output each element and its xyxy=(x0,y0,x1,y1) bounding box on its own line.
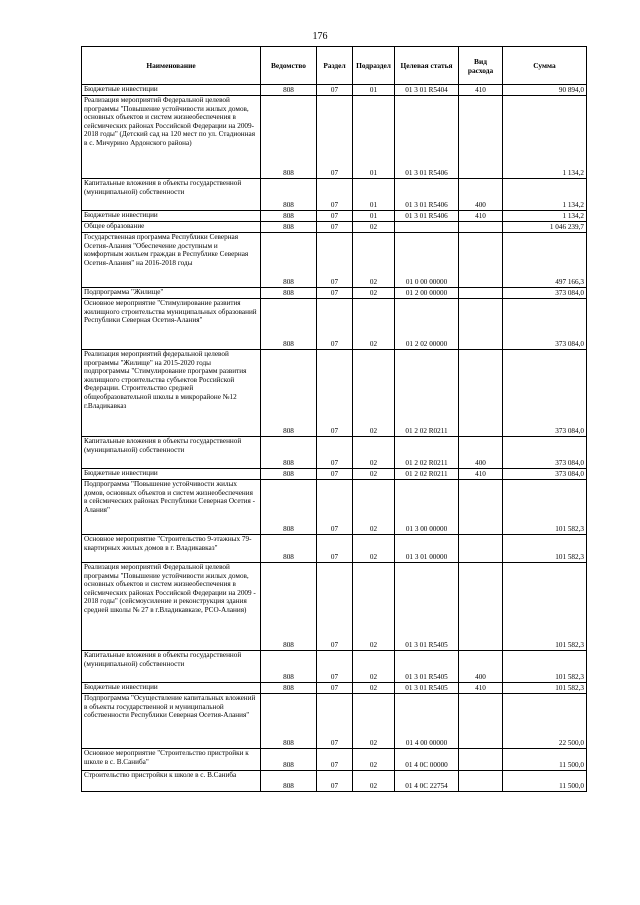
row-sum: 373 084,0 xyxy=(503,469,587,480)
row-department: 808 xyxy=(261,535,317,563)
row-name: Капитальные вложения в объекты государственной (муниципальной) собственности xyxy=(82,437,261,469)
table-row xyxy=(82,222,587,233)
table-row xyxy=(82,437,587,469)
row-section: 07 xyxy=(317,85,353,96)
row-department: 808 xyxy=(261,480,317,535)
row-expense-type: 410 xyxy=(459,469,503,480)
row-target-article: 01 2 00 00000 xyxy=(395,288,459,299)
row-section: 07 xyxy=(317,96,353,179)
row-subsection: 02 xyxy=(353,288,395,299)
row-expense-type xyxy=(459,563,503,651)
row-section: 07 xyxy=(317,350,353,437)
row-target-article: 01 3 00 00000 xyxy=(395,480,459,535)
row-subsection: 02 xyxy=(353,222,395,233)
row-department: 808 xyxy=(261,299,317,350)
row-subsection: 02 xyxy=(353,350,395,437)
row-section: 07 xyxy=(317,694,353,749)
row-expense-type: 400 xyxy=(459,651,503,683)
row-name: Государственная программа Республики Северная Осетия-Алания "Обеспечение доступным и комфортным жильем граждан в Республике Северная Осетия-Алания" на 2016-2018 годы xyxy=(82,233,261,288)
row-subsection: 01 xyxy=(353,211,395,222)
row-sum: 373 084,0 xyxy=(503,299,587,350)
row-department: 808 xyxy=(261,179,317,211)
row-sum: 101 582,3 xyxy=(503,683,587,694)
row-subsection: 02 xyxy=(353,563,395,651)
row-section: 07 xyxy=(317,535,353,563)
row-name: Подпрограмма "Повышение устойчивости жилых домов, основных объектов и систем жизнеобеспечения в сейсмических районах Республики Северная Осетия - Алания" xyxy=(82,480,261,535)
row-name: Реализация мероприятий Федеральной целевой программы "Повышение устойчивости жилых домов, основных объектов и систем жизнеобеспечения в сейсмических районах Российской Федерации на 2009 - 2018 годы" (сейсмоусиление и реконструкция здания средней школы № 27 в г.Владикавказе, РСО-Алания) xyxy=(82,563,261,651)
row-subsection: 02 xyxy=(353,683,395,694)
row-sum: 497 166,3 xyxy=(503,233,587,288)
row-subsection: 01 xyxy=(353,179,395,211)
table-row xyxy=(82,651,587,683)
row-sum: 101 582,3 xyxy=(503,535,587,563)
table-row xyxy=(82,350,587,437)
page-number: 176 xyxy=(312,31,328,42)
row-subsection: 02 xyxy=(353,480,395,535)
row-sum: 90 894,0 xyxy=(503,85,587,96)
table-header-row xyxy=(82,47,587,85)
row-expense-type: 410 xyxy=(459,683,503,694)
row-expense-type: 400 xyxy=(459,437,503,469)
table-row xyxy=(82,535,587,563)
row-expense-type xyxy=(459,96,503,179)
row-name: Строительство пристройки к школе в с. В.Саниба xyxy=(82,771,261,792)
row-department: 808 xyxy=(261,288,317,299)
row-department: 808 xyxy=(261,437,317,469)
row-name: Капитальные вложения в объекты государственной (муниципальной) собственности xyxy=(82,651,261,683)
table-row xyxy=(82,683,587,694)
row-name: Бюджетные инвестиции xyxy=(82,211,261,222)
header-department: Ведомство xyxy=(261,47,317,85)
row-target-article: 01 2 02 00000 xyxy=(395,299,459,350)
row-name: Реализация мероприятий федеральной целевой программы "Жилище" на 2015-2020 годы подпрограммы "Стимулирование программ развития жилищного строительства субъектов Российской Федерации. Строительство средней общеобразовательной школы в микрорайоне №12 г.Владикавказ xyxy=(82,350,261,437)
row-section: 07 xyxy=(317,233,353,288)
row-name: Основное мероприятие "Строительство 9-этажных 79-квартирных жилых домов в г. Владикавказ" xyxy=(82,535,261,563)
row-subsection: 01 xyxy=(353,96,395,179)
row-expense-type xyxy=(459,480,503,535)
row-department: 808 xyxy=(261,85,317,96)
table-row xyxy=(82,233,587,288)
row-target-article: 01 3 01 R5406 xyxy=(395,96,459,179)
row-subsection: 02 xyxy=(353,233,395,288)
row-sum: 1 046 239,7 xyxy=(503,222,587,233)
row-target-article: 01 4 0С 00000 xyxy=(395,749,459,771)
row-expense-type xyxy=(459,749,503,771)
row-subsection: 02 xyxy=(353,694,395,749)
row-name: Общее образование xyxy=(82,222,261,233)
table-row xyxy=(82,480,587,535)
row-expense-type xyxy=(459,535,503,563)
row-name: Подпрограмма "Осуществление капитальных вложений в объекты государственной и муниципальной собственности Республики Северная Осетия-Алания" xyxy=(82,694,261,749)
row-target-article xyxy=(395,222,459,233)
row-department: 808 xyxy=(261,211,317,222)
row-target-article: 01 3 01 R5405 xyxy=(395,651,459,683)
row-sum: 1 134,2 xyxy=(503,211,587,222)
row-sum: 101 582,3 xyxy=(503,480,587,535)
row-name: Подпрограмма "Жилище" xyxy=(82,288,261,299)
table-row xyxy=(82,563,587,651)
row-department: 808 xyxy=(261,233,317,288)
row-target-article: 01 3 01 00000 xyxy=(395,535,459,563)
row-section: 07 xyxy=(317,480,353,535)
row-sum: 1 134,2 xyxy=(503,179,587,211)
row-expense-type: 400 xyxy=(459,179,503,211)
row-sum: 101 582,3 xyxy=(503,651,587,683)
table-row xyxy=(82,85,587,96)
header-subsection: Подраздел xyxy=(353,47,395,85)
row-sum: 1 134,2 xyxy=(503,96,587,179)
header-expense-type: Вид расхода xyxy=(459,47,503,85)
row-section: 07 xyxy=(317,563,353,651)
row-subsection: 02 xyxy=(353,299,395,350)
row-sum: 11 500,0 xyxy=(503,749,587,771)
row-department: 808 xyxy=(261,749,317,771)
budget-table xyxy=(81,46,587,792)
table-row xyxy=(82,749,587,771)
row-name: Бюджетные инвестиции xyxy=(82,683,261,694)
row-department: 808 xyxy=(261,96,317,179)
row-target-article: 01 3 01 R5406 xyxy=(395,211,459,222)
row-department: 808 xyxy=(261,683,317,694)
row-subsection: 02 xyxy=(353,651,395,683)
row-subsection: 02 xyxy=(353,437,395,469)
row-section: 07 xyxy=(317,179,353,211)
row-department: 808 xyxy=(261,222,317,233)
table-row xyxy=(82,288,587,299)
row-sum: 101 582,3 xyxy=(503,563,587,651)
row-sum: 373 084,0 xyxy=(503,350,587,437)
row-target-article: 01 4 00 00000 xyxy=(395,694,459,749)
row-subsection: 02 xyxy=(353,771,395,792)
row-expense-type: 410 xyxy=(459,85,503,96)
table-row xyxy=(82,694,587,749)
table-row xyxy=(82,96,587,179)
header-name: Наименование xyxy=(82,47,261,85)
row-target-article: 01 4 0С 22754 xyxy=(395,771,459,792)
row-department: 808 xyxy=(261,651,317,683)
row-sum: 11 500,0 xyxy=(503,771,587,792)
table-row xyxy=(82,211,587,222)
header-sum: Сумма xyxy=(503,47,587,85)
row-department: 808 xyxy=(261,694,317,749)
table-row xyxy=(82,179,587,211)
row-section: 07 xyxy=(317,211,353,222)
header-section: Раздел xyxy=(317,47,353,85)
row-section: 07 xyxy=(317,651,353,683)
row-section: 07 xyxy=(317,771,353,792)
row-subsection: 02 xyxy=(353,469,395,480)
row-target-article: 01 3 01 R5405 xyxy=(395,683,459,694)
row-target-article: 01 0 00 00000 xyxy=(395,233,459,288)
row-target-article: 01 2 02 R0211 xyxy=(395,469,459,480)
row-target-article: 01 3 01 R5406 xyxy=(395,179,459,211)
row-target-article: 01 2 02 R0211 xyxy=(395,350,459,437)
table-row xyxy=(82,299,587,350)
row-target-article: 01 2 02 R0211 xyxy=(395,437,459,469)
row-section: 07 xyxy=(317,749,353,771)
row-expense-type xyxy=(459,222,503,233)
row-subsection: 01 xyxy=(353,85,395,96)
row-name: Основное мероприятие "Стимулирование развития жилищного строительства муниципальных образований Республики Северная Осетия-Алания" xyxy=(82,299,261,350)
row-section: 07 xyxy=(317,299,353,350)
row-department: 808 xyxy=(261,563,317,651)
row-name: Бюджетные инвестиции xyxy=(82,469,261,480)
row-name: Основное мероприятие "Строительство пристройки к школе в с. В.Саниба" xyxy=(82,749,261,771)
row-name: Бюджетные инвестиции xyxy=(82,85,261,96)
row-sum: 22 500,0 xyxy=(503,694,587,749)
row-expense-type xyxy=(459,233,503,288)
row-expense-type xyxy=(459,288,503,299)
row-subsection: 02 xyxy=(353,749,395,771)
row-expense-type xyxy=(459,299,503,350)
row-name: Реализация мероприятий Федеральной целевой программы "Повышение устойчивости жилых домов, основных объектов и систем жизнеобеспечения в сейсмических районах Российской Федерации на 2009-2018 годы" (Детский сад на 120 мест по ул. Стадионная в с. Мичурино Ардонского района) xyxy=(82,96,261,179)
row-sum: 373 084,0 xyxy=(503,288,587,299)
row-sum: 373 084,0 xyxy=(503,437,587,469)
row-section: 07 xyxy=(317,437,353,469)
row-department: 808 xyxy=(261,350,317,437)
row-section: 07 xyxy=(317,288,353,299)
row-department: 808 xyxy=(261,771,317,792)
header-target-article: Целевая статья xyxy=(395,47,459,85)
row-subsection: 02 xyxy=(353,535,395,563)
row-expense-type: 410 xyxy=(459,211,503,222)
row-department: 808 xyxy=(261,469,317,480)
row-name: Капитальные вложения в объекты государственной (муниципальной) собственности xyxy=(82,179,261,211)
row-expense-type xyxy=(459,694,503,749)
row-section: 07 xyxy=(317,469,353,480)
row-target-article: 01 3 01 R5405 xyxy=(395,563,459,651)
row-expense-type xyxy=(459,771,503,792)
row-expense-type xyxy=(459,350,503,437)
table-row xyxy=(82,771,587,792)
table-row xyxy=(82,469,587,480)
row-section: 07 xyxy=(317,683,353,694)
row-target-article: 01 3 01 R5404 xyxy=(395,85,459,96)
row-section: 07 xyxy=(317,222,353,233)
